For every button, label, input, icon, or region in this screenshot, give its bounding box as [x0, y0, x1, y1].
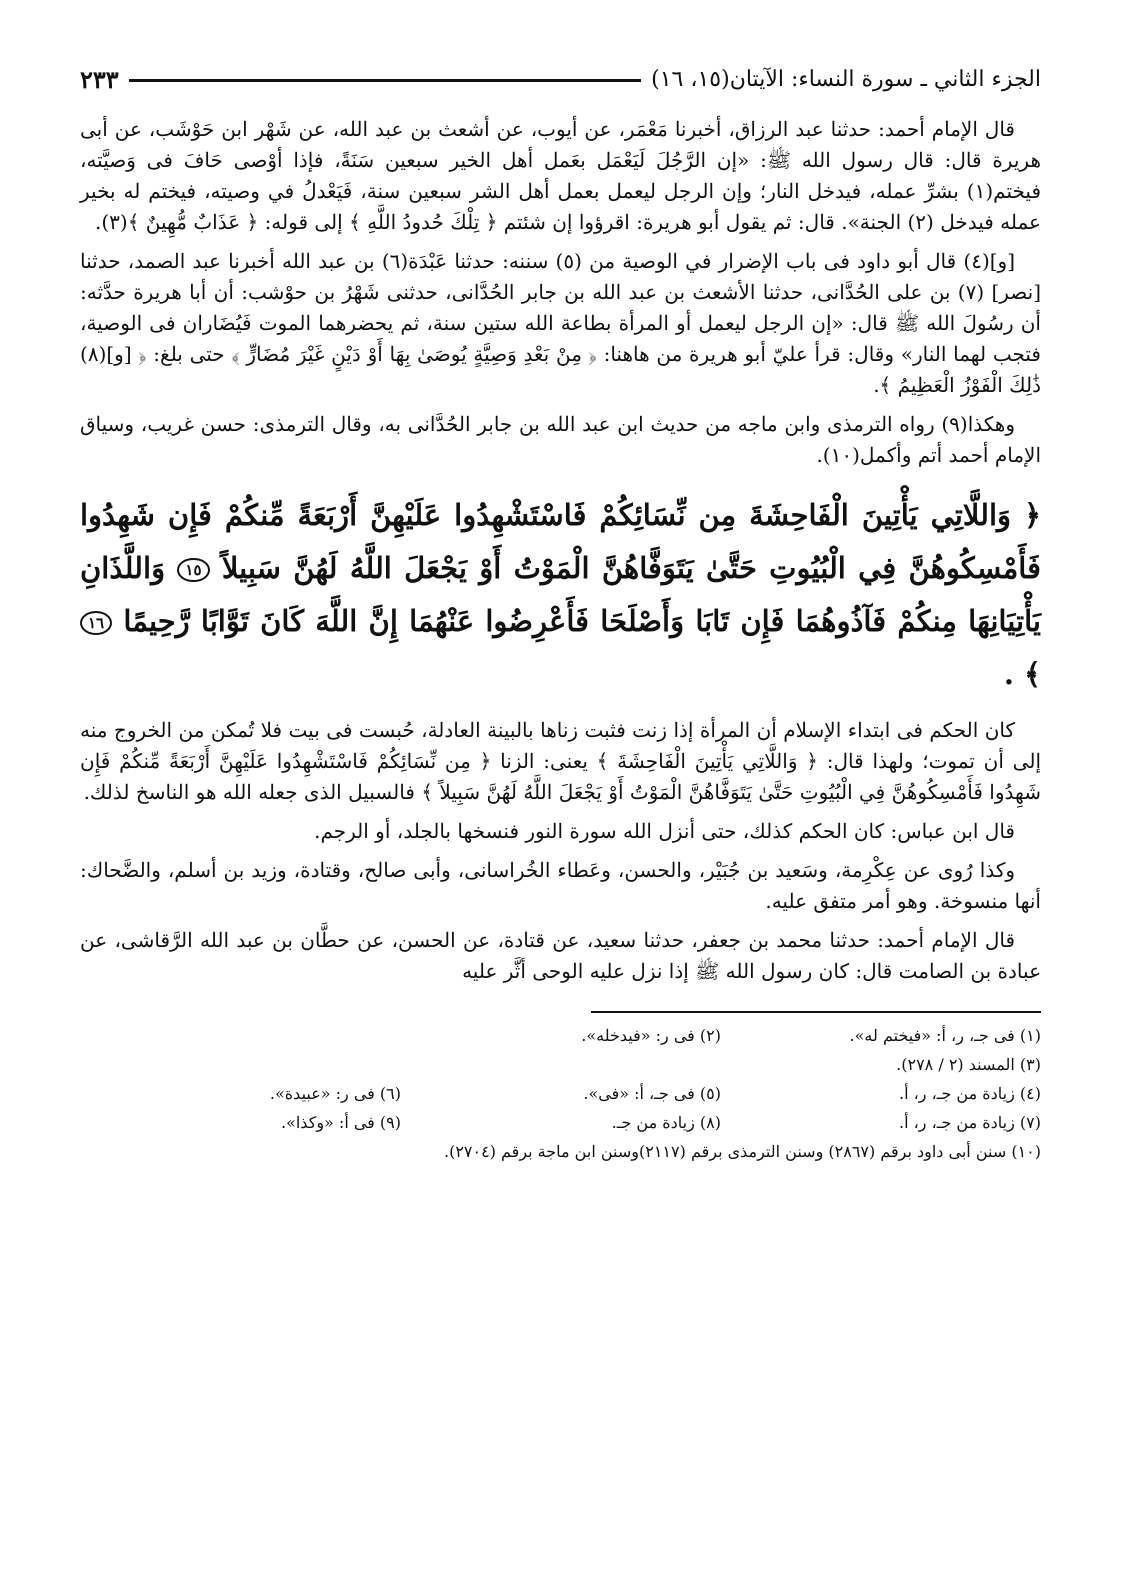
- footnote-8: (٨) زيادة من جـ.: [611, 1113, 721, 1132]
- footnote-row: [80, 1108, 1041, 1137]
- quran-verse-block: [80, 489, 1041, 701]
- paragraph-ibn-abbas: قال ابن عباس: كان الحكم كذلك، حتى أنزل الله سورة النور فنسخها بالجلد، أو الرجم.: [314, 819, 1015, 843]
- footnote-6: (٦) فى ر: «عبيدة».: [269, 1084, 401, 1103]
- verse-15-text: ﴿ وَاللَّاتِي يَأْتِينَ الْفَاحِشَةَ مِن نِّسَائِكُمْ فَاسْتَشْهِدُوا عَلَيْهِنَّ أَرْبَعَةً مِّنكُمْ فَإِن شَهِدُوا فَأَمْسِكُوهُنَّ فِي الْبُيُوتِ حَتَّىٰ يَتَوَفَّاهُنَّ الْمَوْتُ أَوْ يَجْعَلَ اللَّهُ لَهُنَّ سَبِيلاً: [80, 498, 1041, 585]
- header-title: الجزء الثاني ـ سورة النساء: الآيتان(١٥، ١٦): [651, 67, 1041, 92]
- footnote-2: (٢) فى ر: «فيدخله».: [581, 1026, 721, 1045]
- paragraph-narrators: وكذا رُوى عن عِكْرِمة، وسَعيد بن جُبَيْر، والحسن، وعَطاء الخُراسانى، وأبى صالح، وقتادة، وزيد بن أسلم، والضَّحاك: أنها منسوخة. وهو أمر متفق عليه.: [80, 858, 1041, 913]
- verse-number-16: ١٦: [80, 611, 112, 635]
- footnote-row: [80, 1079, 1041, 1108]
- book-page: [80, 58, 1041, 1166]
- paragraph-ruling-explanation: كان الحكم فى ابتداء الإسلام أن المرأة إذا زنت فثبت زناها بالبينة العادلة، حُبست فى بيت فلا تُمكن من الخروج منه إلى أن تموت؛ ولهذا قال: ﴿ وَاللَّاتِي يَأْتِينَ الْفَاحِشَةَ ﴾ يعنى: الزنا ﴿ مِن نِّسَائِكُمْ فَاسْتَشْهِدُوا عَلَيْهِنَّ أَرْبَعَةً مِّنكُمْ فَإِن شَهِدُوا فَأَمْسِكُوهُنَّ فِي الْبُيُوتِ حَتَّىٰ يَتَوَفَّاهُنَّ الْمَوْتُ أَوْ يَجْعَلَ اللَّهُ لَهُنَّ سَبِيلاً ﴾ فالسبيل الذى جعله الله هو الناسخ لذلك.: [80, 718, 1041, 804]
- footnote-10: (١٠) سنن أبى داود برقم (٢٨٦٧) وسنن الترمذى برقم (٢١١٧)وسنن ابن ماجة برقم (٢٧٠٤).: [443, 1142, 1041, 1161]
- verse-closing-bracket: ﴾ .: [1003, 657, 1041, 691]
- footnote-row: [80, 1050, 1041, 1079]
- page-number: ٢٣٣: [80, 65, 119, 94]
- header-rule: [129, 79, 641, 82]
- footnote-5: (٥) فى جـ، أ: «فى».: [583, 1084, 721, 1103]
- verse-number-15: ١٥: [177, 558, 209, 582]
- footnote-row: [80, 1021, 1041, 1050]
- paragraph-ahmad-ubada: قال الإمام أحمد: حدثنا محمد بن جعفر، حدثنا سعيد، عن قتادة، عن الحسن، عن حطَّان بن عبد الله الرَّقاشى، عن عبادة بن الصامت قال: كان رسول الله ﷺ إذا نزل عليه الوحى أثَّر عليه: [80, 928, 1041, 983]
- footnote-1: (١) فى جـ، ر، أ: «فيختم له».: [849, 1026, 1041, 1045]
- footnote-4: (٤) زيادة من جـ، ر، أ.: [899, 1084, 1041, 1103]
- footnote-row: [80, 1137, 1041, 1166]
- footnote-7: (٧) زيادة من جـ، ر، أ.: [899, 1113, 1041, 1132]
- footnotes-section: [80, 1021, 1041, 1166]
- running-header: [80, 58, 1041, 102]
- verse-16-text: وَاللَّذَانِ يَأْتِيَانِهَا مِنكُمْ فَآذُوهُمَا فَإِن تَابَا وَأَصْلَحَا فَأَعْرِضُوا عَنْهُمَا إِنَّ اللَّهَ كَانَ تَوَّابًا رَّحِيمًا: [80, 551, 1041, 638]
- footnote-3: (٣) المسند (٢ / ٢٧٨).: [896, 1055, 1041, 1074]
- paragraph-tirmidhi-note: وهكذا(٩) رواه الترمذى وابن ماجه من حديث ابن عبد الله بن جابر الحُدَّانى به، وقال الترمذى: حسن غريب، وسياق الإمام أحمد أتم وأكمل(١٠).: [80, 412, 1041, 467]
- paragraph-abu-dawud-hadith: [و](٤) قال أبو داود فى باب الإضرار في الوصية من (٥) سننه: حدثنا عَبْدَة(٦) بن عبد الله أخبرنا عبد الصمد، حدثنا [نصر] (٧) بن على الحُدَّانى، حدثنا الأشعث بن عبد الله بن جابر الحُدَّانى، حدثنى شَهْرُ بن حوْشب: أن أبا هريرة حدَّثه: أن رسُولَ الله ﷺ قال: «إن الرجل ليعمل أو المرأة بطاعة الله ستين سنة، ثم يحضرهما الموت فَيُضَاران فى الوصية، فتجب لهما النار» وقال: قرأ عليّ أبو هريرة من هاهنا: ﴿ مِنْ بَعْدِ وَصِيَّةٍ يُوصَىٰ بِهَا أَوْ دَيْنٍ غَيْرَ مُضَارٍّ ﴾ حتى بلغ: ﴿ [و](٨) ذَٰلِكَ الْفَوْزُ الْعَظِيمُ ﴾.: [80, 249, 1041, 397]
- paragraph-ahmad-hadith: قال الإمام أحمد: حدثنا عبد الرزاق، أخبرنا مَعْمَر، عن أيوب، عن أشعث بن عبد الله، عن شَهْر ابن حَوْشَب، عن أبى هريرة قال: قال رسول الله ﷺ: «إن الرَّجُلَ لَيَعْمَل بعَمل أهل الخير سبعين سَنَةً، فإذا أوْصى حَافَ فى وَصيَّته، فيختم(١) بشرِّ عمله، فيدخل النار؛ وإن الرجل ليعمل بعمل أهل الشر سبعين سنة، فَيَعْدلُ في وصيته، فيختم له بخير عمله فيدخل (٢) الجنة». قال: ثم يقول أبو هريرة: اقرؤوا إن شئتم ﴿ تِلْكَ حُدودُ اللَّهِ ﴾ إلى قوله: ﴿ عَذَابٌ مُّهِينٌ ﴾(٣).: [80, 117, 1042, 234]
- footnote-9: (٩) فى أ: «وكذا».: [280, 1113, 401, 1132]
- footnote-separator: [80, 1011, 1041, 1013]
